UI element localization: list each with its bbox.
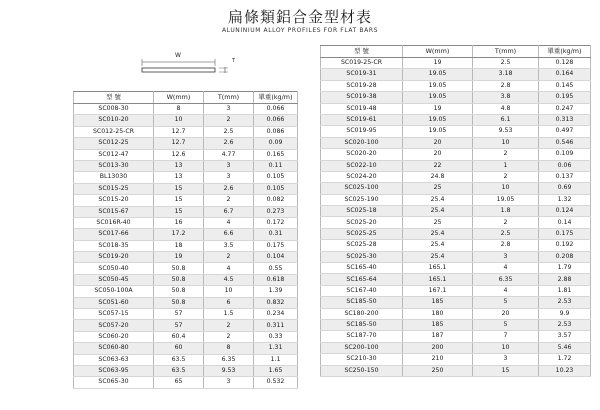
cell-model: SC187-70 bbox=[321, 331, 403, 342]
cell-weight: 0.247 bbox=[539, 103, 591, 114]
table-row bbox=[321, 228, 591, 239]
cell-thickness: 2 bbox=[473, 217, 539, 228]
cell-thickness: 6.6 bbox=[204, 229, 254, 240]
cell-model: SC024-20 bbox=[321, 171, 403, 182]
table-row bbox=[321, 92, 591, 103]
table-row bbox=[321, 183, 591, 194]
cell-width: 16 bbox=[154, 217, 204, 228]
cell-width: 25.4 bbox=[403, 206, 473, 217]
cell-weight: 0.165 bbox=[254, 149, 298, 160]
cell-model: SC010-20 bbox=[74, 115, 154, 126]
cell-model: SC017-66 bbox=[74, 229, 154, 240]
cell-model: SC025-20 bbox=[321, 217, 403, 228]
cell-thickness: 4 bbox=[473, 263, 539, 274]
cell-model: SC165-64 bbox=[321, 274, 403, 285]
cell-model: SC019-20 bbox=[74, 252, 154, 263]
table-row bbox=[321, 308, 591, 319]
cell-model: SC185-50 bbox=[321, 319, 403, 330]
cell-thickness: 9.53 bbox=[204, 365, 254, 376]
cell-width: 65 bbox=[154, 377, 204, 388]
cell-width: 57 bbox=[154, 320, 204, 331]
table-row bbox=[74, 229, 298, 240]
cell-thickness: 2.5 bbox=[473, 228, 539, 239]
cell-width: 180 bbox=[403, 308, 473, 319]
table-row bbox=[321, 171, 591, 182]
cell-weight: 0.832 bbox=[254, 297, 298, 308]
cell-width: 13 bbox=[154, 160, 204, 171]
table-row bbox=[74, 160, 298, 171]
cell-model: SC063-63 bbox=[74, 354, 154, 365]
cell-thickness: 5 bbox=[473, 297, 539, 308]
cell-model: BL13030 bbox=[74, 172, 154, 183]
cell-model: SC185-50 bbox=[321, 297, 403, 308]
table-row bbox=[74, 217, 298, 228]
table-row bbox=[321, 331, 591, 342]
table-row bbox=[321, 365, 591, 376]
cell-width: 185 bbox=[403, 297, 473, 308]
cell-thickness: 2.6 bbox=[204, 183, 254, 194]
cell-model: SC050-45 bbox=[74, 274, 154, 285]
cell-width: 19.05 bbox=[403, 92, 473, 103]
cell-thickness: 10 bbox=[473, 183, 539, 194]
cell-thickness: 10 bbox=[473, 342, 539, 353]
col-thickness: T(mm) bbox=[204, 92, 254, 104]
cell-width: 165.1 bbox=[403, 274, 473, 285]
table-row bbox=[321, 251, 591, 262]
col-thickness: T(mm) bbox=[473, 46, 539, 58]
table-row bbox=[321, 137, 591, 148]
cell-thickness: 19.05 bbox=[473, 194, 539, 205]
cell-thickness: 2 bbox=[204, 331, 254, 342]
cell-width: 12.6 bbox=[154, 149, 204, 160]
table-row bbox=[321, 160, 591, 171]
cell-model: SC063-95 bbox=[74, 365, 154, 376]
cell-model: SC015-67 bbox=[74, 206, 154, 217]
cell-weight: 1.81 bbox=[539, 285, 591, 296]
cell-model: SC025-190 bbox=[321, 194, 403, 205]
table-row bbox=[74, 172, 298, 183]
table-row bbox=[74, 377, 298, 388]
cell-thickness: 7 bbox=[473, 331, 539, 342]
cell-weight: 0.69 bbox=[539, 183, 591, 194]
cell-weight: 0.192 bbox=[539, 240, 591, 251]
right-profile-table bbox=[320, 45, 591, 377]
table-row bbox=[321, 319, 591, 330]
cell-thickness: 2 bbox=[204, 115, 254, 126]
cell-weight: 0.11 bbox=[254, 160, 298, 171]
cell-weight: 0.31 bbox=[254, 229, 298, 240]
table-row bbox=[321, 342, 591, 353]
col-weight: 單重(kg/m) bbox=[539, 46, 591, 58]
cell-model: SC015-20 bbox=[74, 195, 154, 206]
cell-weight: 1.79 bbox=[539, 263, 591, 274]
table-row bbox=[74, 343, 298, 354]
cell-width: 165.1 bbox=[403, 263, 473, 274]
cell-thickness: 9.53 bbox=[473, 126, 539, 137]
right-table-header bbox=[321, 46, 591, 58]
table-row bbox=[321, 274, 591, 285]
cell-thickness: 1.8 bbox=[473, 206, 539, 217]
cell-weight: 5.46 bbox=[539, 342, 591, 353]
cell-weight: 0.066 bbox=[254, 115, 298, 126]
cell-width: 50.8 bbox=[154, 297, 204, 308]
cell-thickness: 3 bbox=[473, 354, 539, 365]
cell-model: SC210-30 bbox=[321, 354, 403, 365]
cell-weight: 0.175 bbox=[539, 228, 591, 239]
cell-width: 24.8 bbox=[403, 171, 473, 182]
col-weight: 單重(kg/m) bbox=[254, 92, 298, 104]
cell-thickness: 2.8 bbox=[473, 80, 539, 91]
cell-weight: 0.137 bbox=[539, 171, 591, 182]
cell-model: SC013-30 bbox=[74, 160, 154, 171]
cell-width: 20 bbox=[403, 149, 473, 160]
table-row bbox=[74, 138, 298, 149]
cell-width: 15 bbox=[154, 206, 204, 217]
cell-weight: 1.32 bbox=[539, 194, 591, 205]
cell-width: 20 bbox=[403, 137, 473, 148]
cell-model: SC050-100A bbox=[74, 286, 154, 297]
cell-thickness: 4.77 bbox=[204, 149, 254, 160]
cell-thickness: 4.8 bbox=[473, 103, 539, 114]
cell-weight: 2.88 bbox=[539, 274, 591, 285]
cell-model: SC025-28 bbox=[321, 240, 403, 251]
cell-weight: 10.23 bbox=[539, 365, 591, 376]
cell-weight: 0.234 bbox=[254, 309, 298, 320]
cell-thickness: 3 bbox=[473, 251, 539, 262]
cell-thickness: 2 bbox=[204, 320, 254, 331]
table-row bbox=[74, 286, 298, 297]
cell-width: 19.05 bbox=[403, 69, 473, 80]
diagram-t-label: T bbox=[232, 58, 236, 64]
diagram-w-label: W bbox=[175, 52, 181, 59]
table-row bbox=[321, 240, 591, 251]
cell-model: SC022-10 bbox=[321, 160, 403, 171]
cell-weight: 0.164 bbox=[539, 69, 591, 80]
table-row bbox=[74, 274, 298, 285]
cell-width: 15 bbox=[154, 195, 204, 206]
cell-width: 19.05 bbox=[403, 80, 473, 91]
cell-model: SC019-95 bbox=[321, 126, 403, 137]
cell-width: 50.8 bbox=[154, 263, 204, 274]
table-row bbox=[74, 149, 298, 160]
cell-weight: 0.273 bbox=[254, 206, 298, 217]
table-row bbox=[74, 309, 298, 320]
table-row bbox=[321, 69, 591, 80]
cell-width: 19.05 bbox=[403, 126, 473, 137]
cell-weight: 0.311 bbox=[254, 320, 298, 331]
cell-model: SC250-150 bbox=[321, 365, 403, 376]
cell-width: 22 bbox=[403, 160, 473, 171]
cell-model: SC012-25 bbox=[74, 138, 154, 149]
cell-weight: 9.9 bbox=[539, 308, 591, 319]
cell-weight: 0.124 bbox=[539, 206, 591, 217]
table-row bbox=[321, 217, 591, 228]
table-row bbox=[74, 263, 298, 274]
table-row bbox=[74, 320, 298, 331]
table-row bbox=[321, 297, 591, 308]
cell-width: 63.5 bbox=[154, 354, 204, 365]
col-width: W(mm) bbox=[403, 46, 473, 58]
cell-width: 57 bbox=[154, 309, 204, 320]
cell-weight: 1.72 bbox=[539, 354, 591, 365]
table-row bbox=[74, 126, 298, 137]
flat-bar-profile bbox=[142, 68, 215, 72]
table-row bbox=[321, 126, 591, 137]
table-row bbox=[321, 114, 591, 125]
cell-weight: 1.31 bbox=[254, 343, 298, 354]
table-row bbox=[74, 354, 298, 365]
cell-thickness: 3 bbox=[204, 104, 254, 115]
cell-weight: 2.53 bbox=[539, 297, 591, 308]
cell-width: 15 bbox=[154, 183, 204, 194]
cell-thickness: 2 bbox=[473, 171, 539, 182]
cell-model: SC025-18 bbox=[321, 206, 403, 217]
cell-width: 250 bbox=[403, 365, 473, 376]
cell-weight: 0.618 bbox=[254, 274, 298, 285]
table-row bbox=[321, 58, 591, 69]
left-table-header bbox=[74, 92, 298, 104]
cell-width: 25.4 bbox=[403, 251, 473, 262]
cell-weight: 0.546 bbox=[539, 137, 591, 148]
cell-model: SC060-80 bbox=[74, 343, 154, 354]
cell-width: 19 bbox=[403, 103, 473, 114]
cell-thickness: 20 bbox=[473, 308, 539, 319]
cell-width: 60.4 bbox=[154, 331, 204, 342]
cell-thickness: 4 bbox=[204, 263, 254, 274]
cell-width: 25.4 bbox=[403, 228, 473, 239]
table-row bbox=[74, 365, 298, 376]
cell-thickness: 3 bbox=[204, 160, 254, 171]
table-row bbox=[321, 149, 591, 160]
cell-width: 25.4 bbox=[403, 194, 473, 205]
cell-thickness: 4 bbox=[204, 217, 254, 228]
cell-width: 210 bbox=[403, 354, 473, 365]
table-row bbox=[74, 240, 298, 251]
cell-model: SC019-61 bbox=[321, 114, 403, 125]
table-row bbox=[74, 195, 298, 206]
cell-model: SC025-30 bbox=[321, 251, 403, 262]
cell-model: SC051-60 bbox=[74, 297, 154, 308]
cell-weight: 0.082 bbox=[254, 195, 298, 206]
cell-thickness: 2.6 bbox=[204, 138, 254, 149]
cell-width: 8 bbox=[154, 104, 204, 115]
cell-weight: 0.33 bbox=[254, 331, 298, 342]
cell-model: SC025-100 bbox=[321, 183, 403, 194]
cell-model: SC065-30 bbox=[74, 377, 154, 388]
table-row bbox=[74, 115, 298, 126]
cell-width: 25 bbox=[403, 217, 473, 228]
cell-model: SC016R-40 bbox=[74, 217, 154, 228]
cell-weight: 0.497 bbox=[539, 126, 591, 137]
cell-model: SC200-100 bbox=[321, 342, 403, 353]
cell-model: SC180-200 bbox=[321, 308, 403, 319]
cell-weight: 0.105 bbox=[254, 172, 298, 183]
cell-thickness: 4.5 bbox=[204, 274, 254, 285]
cell-model: SC019-25-CR bbox=[321, 58, 403, 69]
cell-weight: 0.066 bbox=[254, 104, 298, 115]
cell-thickness: 4 bbox=[473, 285, 539, 296]
cell-model: SC012-25-CR bbox=[74, 126, 154, 137]
table-row bbox=[74, 297, 298, 308]
cell-width: 25.4 bbox=[403, 240, 473, 251]
cell-weight: 1.1 bbox=[254, 354, 298, 365]
table-row bbox=[321, 103, 591, 114]
table-row bbox=[321, 285, 591, 296]
cell-model: SC012-47 bbox=[74, 149, 154, 160]
cell-width: 50.8 bbox=[154, 274, 204, 285]
cell-thickness: 2.5 bbox=[204, 126, 254, 137]
cell-thickness: 5 bbox=[473, 319, 539, 330]
cell-width: 60 bbox=[154, 343, 204, 354]
cell-width: 13 bbox=[154, 172, 204, 183]
cell-model: SC015-25 bbox=[74, 183, 154, 194]
table-row bbox=[74, 183, 298, 194]
cell-weight: 0.105 bbox=[254, 183, 298, 194]
cell-weight: 1.65 bbox=[254, 365, 298, 376]
cell-model: SC008-30 bbox=[74, 104, 154, 115]
cell-thickness: 2.8 bbox=[473, 240, 539, 251]
cell-thickness: 8 bbox=[204, 343, 254, 354]
cell-width: 10 bbox=[154, 115, 204, 126]
cell-thickness: 15 bbox=[473, 365, 539, 376]
cell-weight: 0.06 bbox=[539, 160, 591, 171]
cell-weight: 2.53 bbox=[539, 319, 591, 330]
cell-thickness: 2.5 bbox=[473, 58, 539, 69]
cell-model: SC020-100 bbox=[321, 137, 403, 148]
cell-model: SC165-40 bbox=[321, 263, 403, 274]
cell-weight: 0.172 bbox=[254, 217, 298, 228]
cell-model: SC019-48 bbox=[321, 103, 403, 114]
cell-thickness: 6.35 bbox=[473, 274, 539, 285]
cell-weight: 0.14 bbox=[539, 217, 591, 228]
cell-width: 19.05 bbox=[403, 114, 473, 125]
col-model: 型 號 bbox=[321, 46, 403, 58]
cell-model: SC019-31 bbox=[321, 69, 403, 80]
cell-width: 185 bbox=[403, 319, 473, 330]
left-profile-table bbox=[73, 91, 298, 389]
col-model: 型 號 bbox=[74, 92, 154, 104]
cell-weight: 0.086 bbox=[254, 126, 298, 137]
table-row bbox=[321, 194, 591, 205]
cell-weight: 0.145 bbox=[539, 80, 591, 91]
cell-weight: 0.175 bbox=[254, 240, 298, 251]
cell-thickness: 6 bbox=[204, 297, 254, 308]
cell-thickness: 3.18 bbox=[473, 69, 539, 80]
cell-model: SC060-20 bbox=[74, 331, 154, 342]
flat-bar-diagram bbox=[135, 48, 245, 88]
cell-thickness: 1 bbox=[473, 160, 539, 171]
cell-width: 17.2 bbox=[154, 229, 204, 240]
cell-thickness: 10 bbox=[204, 286, 254, 297]
cell-thickness: 3 bbox=[204, 377, 254, 388]
cell-width: 200 bbox=[403, 342, 473, 353]
cell-model: SC050-40 bbox=[74, 263, 154, 274]
cell-width: 50.8 bbox=[154, 286, 204, 297]
cell-model: SC025-25 bbox=[321, 228, 403, 239]
cell-model: SC057-15 bbox=[74, 309, 154, 320]
cell-width: 12.7 bbox=[154, 126, 204, 137]
cell-thickness: 2 bbox=[204, 195, 254, 206]
cell-width: 187 bbox=[403, 331, 473, 342]
table-row bbox=[74, 206, 298, 217]
cell-width: 12.7 bbox=[154, 138, 204, 149]
cell-thickness: 2 bbox=[473, 149, 539, 160]
cell-width: 63.5 bbox=[154, 365, 204, 376]
cell-weight: 3.57 bbox=[539, 331, 591, 342]
table-row bbox=[321, 80, 591, 91]
cell-width: 19 bbox=[403, 58, 473, 69]
cell-model: SC018-35 bbox=[74, 240, 154, 251]
cell-weight: 0.128 bbox=[539, 58, 591, 69]
cell-weight: 0.208 bbox=[539, 251, 591, 262]
table-row bbox=[321, 206, 591, 217]
table-row bbox=[321, 354, 591, 365]
cell-thickness: 10 bbox=[473, 137, 539, 148]
col-width: W(mm) bbox=[154, 92, 204, 104]
table-row bbox=[321, 263, 591, 274]
cell-weight: 0.532 bbox=[254, 377, 298, 388]
cell-thickness: 6.35 bbox=[204, 354, 254, 365]
table-row bbox=[74, 252, 298, 263]
cell-weight: 0.109 bbox=[539, 149, 591, 160]
cell-weight: 0.09 bbox=[254, 138, 298, 149]
cell-model: SC167-40 bbox=[321, 285, 403, 296]
cell-model: SC019-28 bbox=[321, 80, 403, 91]
cell-thickness: 1.5 bbox=[204, 309, 254, 320]
cell-model: SC057-20 bbox=[74, 320, 154, 331]
cell-thickness: 3 bbox=[204, 172, 254, 183]
cell-width: 18 bbox=[154, 240, 204, 251]
cell-model: SC019-38 bbox=[321, 92, 403, 103]
cell-weight: 0.104 bbox=[254, 252, 298, 263]
page-title: 扁條類鋁合金型材表 bbox=[227, 8, 372, 26]
cell-thickness: 3.5 bbox=[204, 240, 254, 251]
cell-thickness: 6.1 bbox=[473, 114, 539, 125]
cell-weight: 0.195 bbox=[539, 92, 591, 103]
cell-thickness: 3.8 bbox=[473, 92, 539, 103]
cell-weight: 0.55 bbox=[254, 263, 298, 274]
cell-model: SC020-20 bbox=[321, 149, 403, 160]
cell-width: 19 bbox=[154, 252, 204, 263]
page-subtitle: ALUNINIUM ALLOY PROFILES FOR FLAT BARS bbox=[221, 27, 379, 34]
cell-thickness: 6.7 bbox=[204, 206, 254, 217]
cell-weight: 1.39 bbox=[254, 286, 298, 297]
cell-thickness: 2 bbox=[204, 252, 254, 263]
cell-width: 167.1 bbox=[403, 285, 473, 296]
cell-weight: 0.313 bbox=[539, 114, 591, 125]
table-row bbox=[74, 104, 298, 115]
cell-width: 25 bbox=[403, 183, 473, 194]
table-row bbox=[74, 331, 298, 342]
